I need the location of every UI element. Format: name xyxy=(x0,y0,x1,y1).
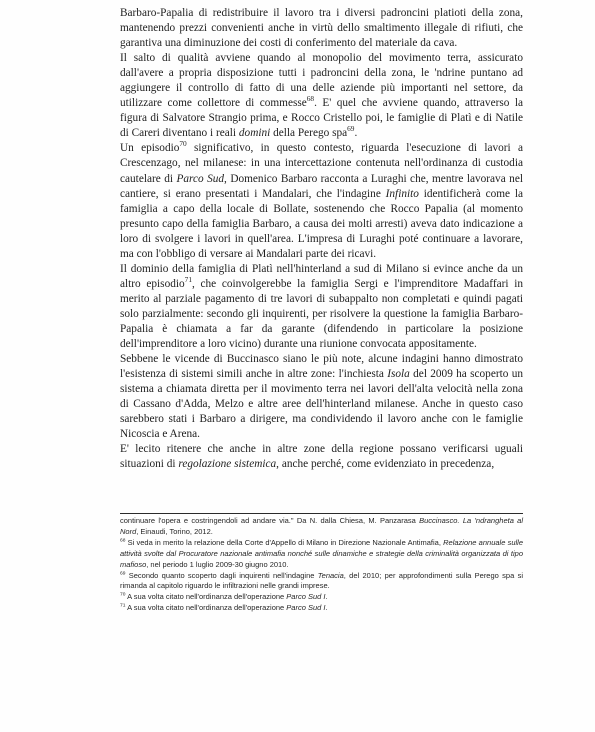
text-run: Sebbene le vicende di Buccinasco siano le più note, alcune indagini hanno dimostrato l'esistenza di sistemi simili anche in altre zone: l'inchiesta xyxy=(120,353,523,381)
text-run: , anche perché, come evidenziato in precedenza, xyxy=(276,458,495,471)
note-reference: 69 xyxy=(120,571,126,577)
text-run: Il dominio della famiglia di Platì nell'hinterland a sud di Milano si evince anche da un altro episodio xyxy=(120,262,523,290)
note-reference: 71 xyxy=(120,603,126,609)
footnote xyxy=(120,603,523,614)
note-reference: 71 xyxy=(184,275,192,285)
text-run: , del 2010; per approfondimenti sulla Perego spa si rimanda al capitolo riguardo le infiltrazioni nelle grandi imprese. xyxy=(120,570,523,591)
note-reference: 70 xyxy=(120,592,126,598)
text-run: della Perego spa xyxy=(270,127,348,140)
italic-text: Parco Sud xyxy=(176,172,225,185)
note-reference: 68 xyxy=(120,538,126,544)
italic-text: Relazione annuale sulle attività svolte dal Procuratore nazionale antimafia nonché sulle dinamiche e strategie della criminalità organizzata di tipo mafioso xyxy=(120,537,524,569)
italic-text: Isola xyxy=(387,368,410,381)
text-run: . xyxy=(325,592,328,602)
text-run: . xyxy=(325,603,328,613)
paragraph xyxy=(120,51,523,141)
italic-text: Parco Sud I xyxy=(286,592,326,602)
text-run: . xyxy=(354,127,358,140)
text-run: , nel periodo 1 luglio 2009-30 giugno 2010. xyxy=(146,559,289,569)
text-run: Barbaro-Papalia di redistribuire il lavoro tra i diversi padroncini platioti della zona, mantenendo prezzi convenienti anche in virtù dello smaltimento illegale di rifiuti, che garantiva una diminuzione dei costi di conferimento del materiale da cava. xyxy=(120,7,523,50)
text-run: continuare l'opera e costringendoli ad andare via." Da N. dalla Chiesa, M. Panzarasa xyxy=(120,516,420,525)
text-run: , Einaudi, Torino, 2012. xyxy=(136,526,213,536)
text-run: identificherà come la famiglia a capo della locale di Bollate, sostenendo che Rocco Papalia (al momento presunto capo della famiglia Barbaro, a causa dei molti arresti) aveva dato indicazione a loro di svolgere i lavori in quell'area. L'impresa di Luraghi poté continuare a lavorare, ma con l'obbligo di versare ai Mandalari parte dei ricavi. xyxy=(120,187,523,260)
italic-text: regolazione sistemica xyxy=(178,458,277,471)
body-text xyxy=(120,6,523,472)
italic-text: Tenacia xyxy=(317,570,344,580)
text-run: Il salto di qualità avviene quando al monopolio del movimento terra, assicurato dall'avere a propria disposizione tutti i padroncini della zona, le 'ndrine puntano ad aggiungere il controllo di fatto di una delle aziende più importanti nel settore, da utilizzare come collettore di commesse xyxy=(120,52,523,110)
text-run: . E' quel che avviene quando, attraverso la figura di Salvatore Strangio prima, e Rocco Cristello poi, le famiglie di Platì e di Natile di Careri diventano i reali xyxy=(120,97,523,140)
text-run: A sua volta citato nell'ordinanza dell'operazione xyxy=(125,592,287,602)
paragraph xyxy=(120,442,523,472)
text-run: A sua volta citato nell'ordinanza dell'operazione xyxy=(125,603,287,613)
footnotes xyxy=(120,516,523,614)
text-run: E' lecito ritenere che anche in altre zone della regione possano verificarsi uguali situazioni di xyxy=(120,443,523,471)
text-run: , Domenico Barbaro racconta a Luraghi che, mentre lavorava nel cantiere, si erano presentati i Mandalari, che l'indagine xyxy=(120,172,523,200)
text-run: Secondo quanto scoperto dagli inquirenti nell'indagine xyxy=(125,570,318,580)
footnote xyxy=(120,516,523,538)
italic-text: Infinito xyxy=(385,187,419,200)
footnote xyxy=(120,571,523,593)
text-run: , che coinvolgerebbe la famiglia Sergi e l'imprenditore Madaffari in merito al parziale pagamento di tre lavori di subappalto non completati e quindi pagati solo parzialmente: secondo gli inquirenti, per risolvere la questione la famiglia Barbaro-Papalia è chiamata a far da garante (difendendo in particolare la posizione dell'imprenditore a loro vicino) durante una riunione convocata appositamente. xyxy=(120,277,523,351)
text-run: significativo, in questo contesto, riguarda l'esecuzione di lavori a Crescenzago, nel milanese: in una intercettazione contenuta nell'ordinanza di custodia cautelare di xyxy=(120,142,523,185)
note-reference: 68 xyxy=(306,94,315,104)
italic-text: Parco Sud I xyxy=(286,603,326,613)
paragraph xyxy=(120,141,523,261)
text-run: del 2009 ha scoperto un sistema a chiamata diretta per il movimento terra nei lavori dell'alta velocità nella zona di Cassano d'Adda, Melzo e altre aree dell'hinterland milanese. Anche in questo caso sarebbero stati i Barbaro a dirigere, ma condividendo il lavoro anche con le famiglie Nicoscia e Arena. xyxy=(120,368,524,441)
paragraph xyxy=(120,6,523,51)
note-reference: 69 xyxy=(347,124,355,134)
text-run: Si veda in merito la relazione della Corte d'Appello di Milano in Direzione Nazionale Antimafia, xyxy=(125,537,444,547)
italic-text: Buccinasco. La 'ndrangheta al Nord xyxy=(120,516,523,536)
footnote xyxy=(120,592,523,603)
note-reference: 70 xyxy=(179,139,187,149)
italic-text: domini xyxy=(238,127,271,140)
text-run: Un episodio xyxy=(120,142,180,155)
paragraph xyxy=(120,262,523,352)
footnote-separator xyxy=(120,513,523,514)
footnote xyxy=(120,538,523,571)
paragraph xyxy=(120,352,523,442)
